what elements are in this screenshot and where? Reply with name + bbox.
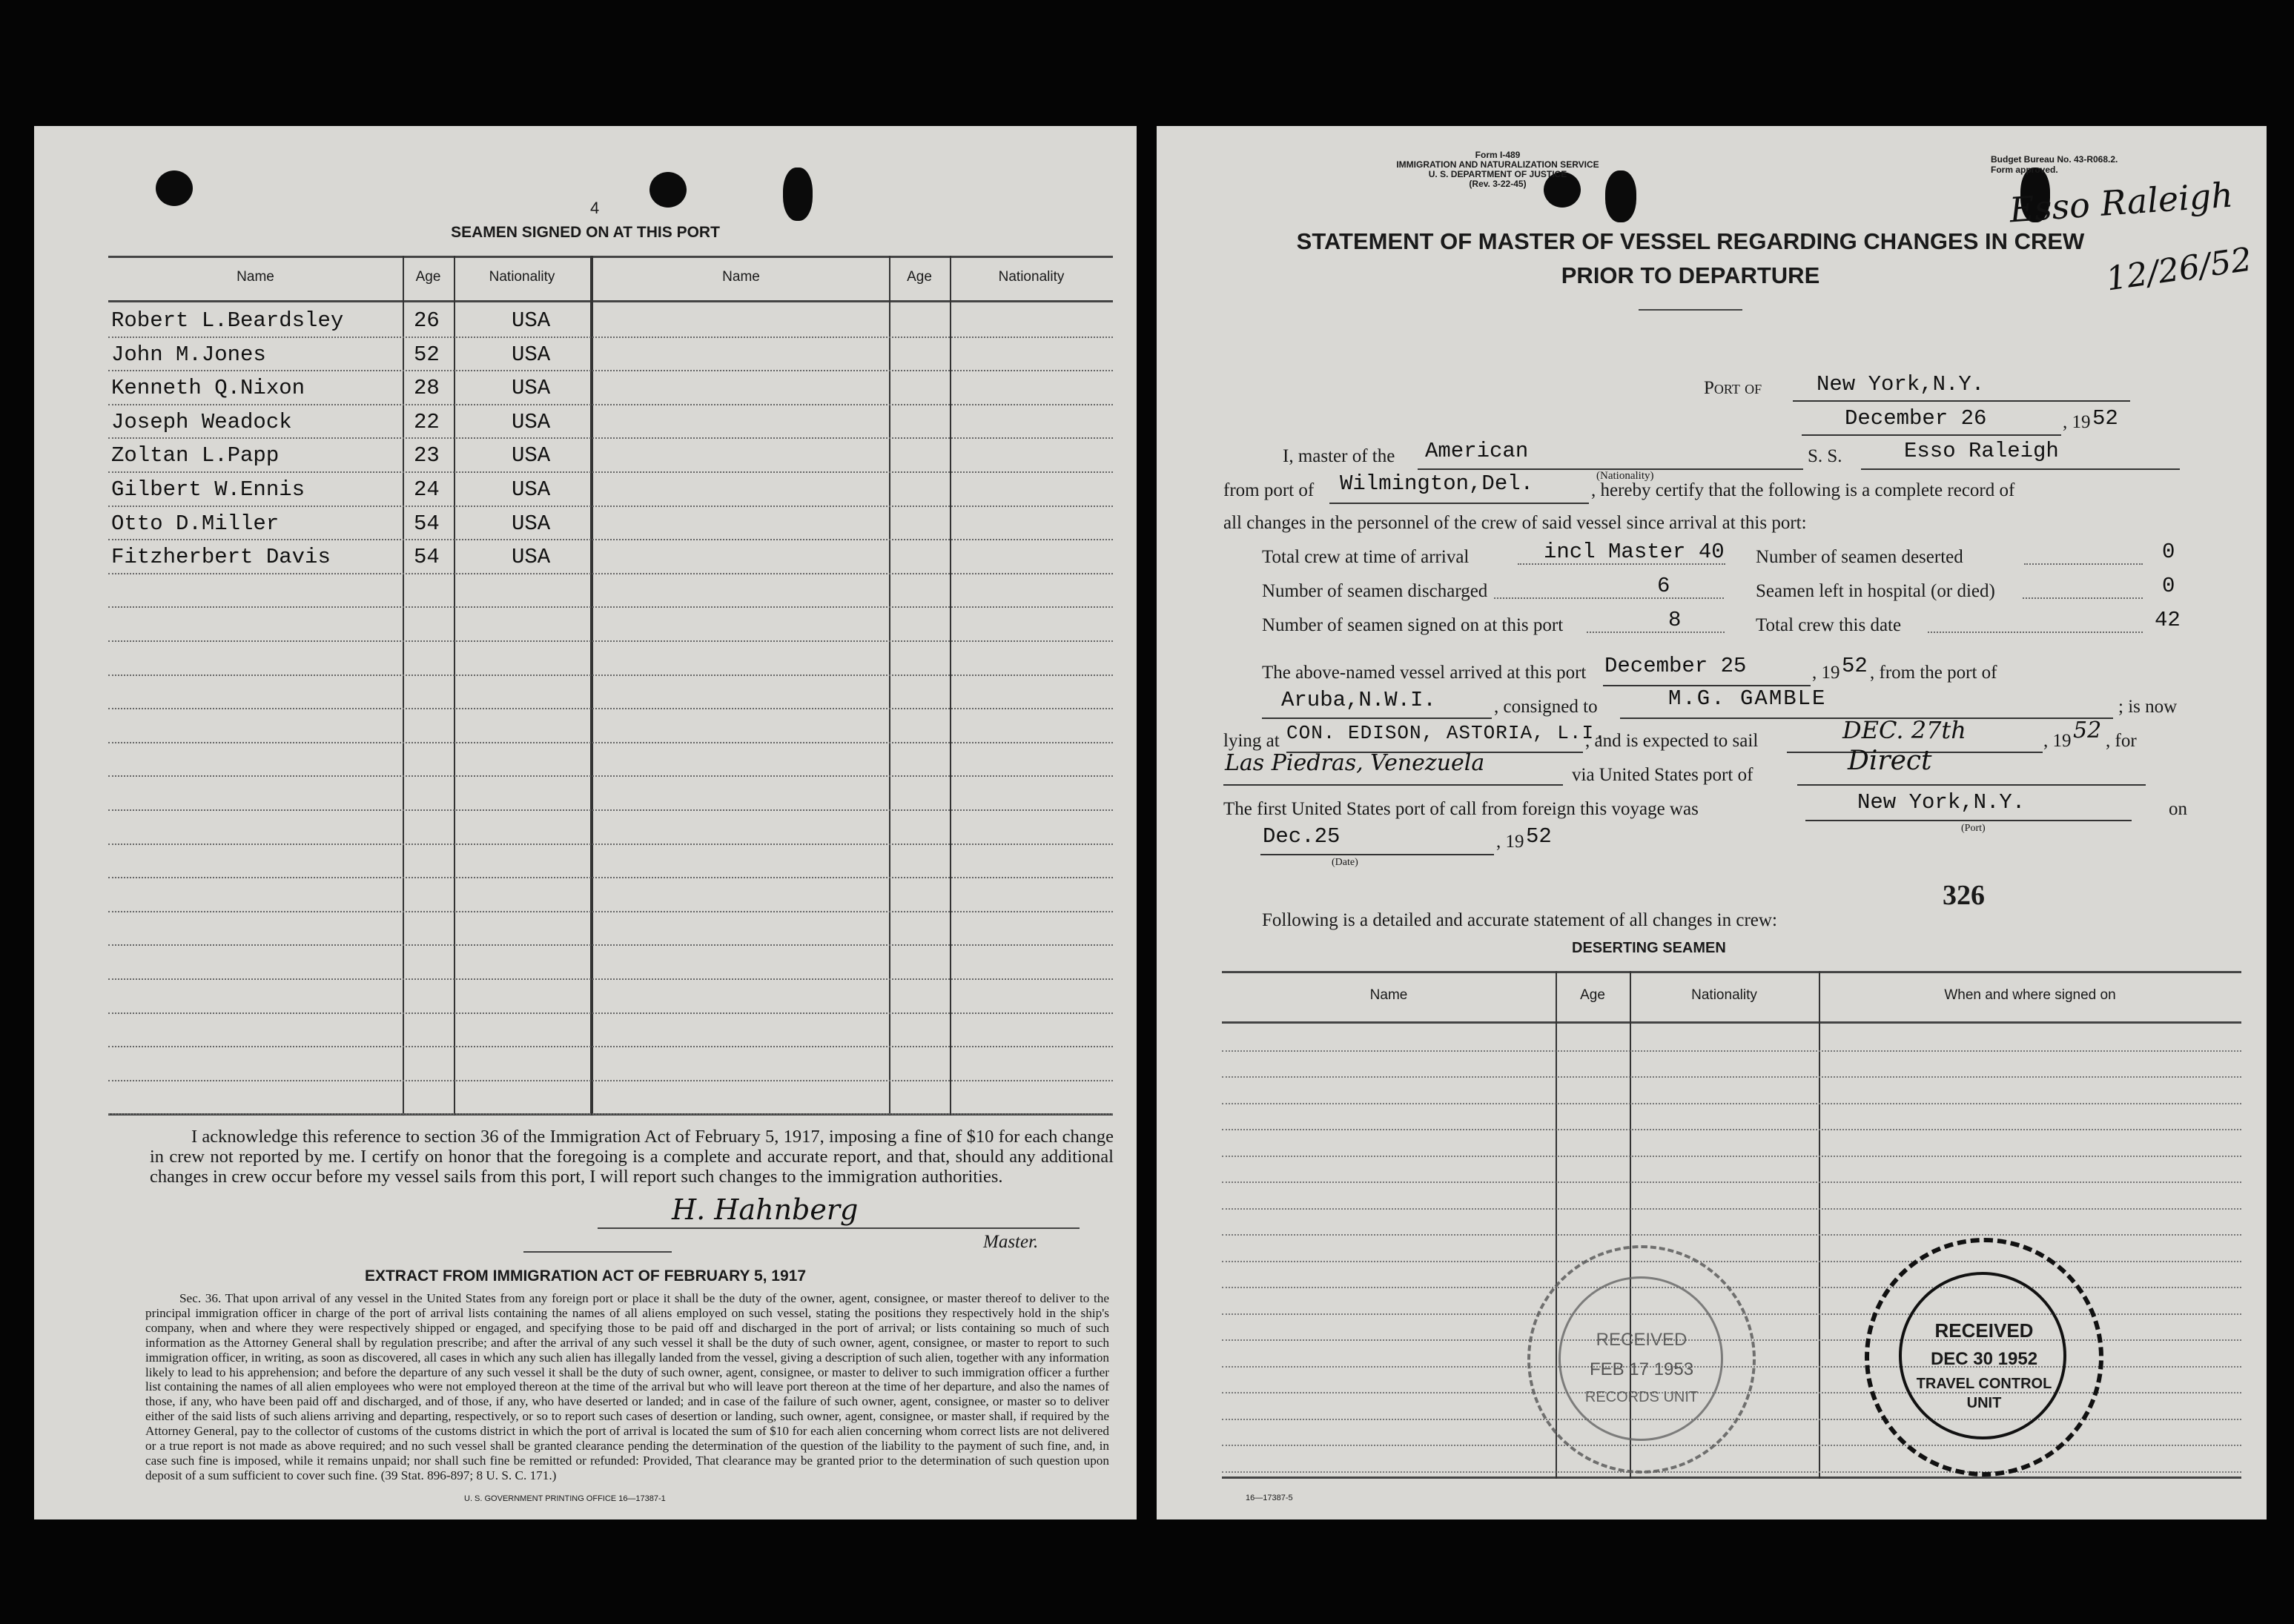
budget-bureau-number: Budget Bureau No. 43-R068.2. (1991, 154, 2118, 165)
master-label: Master. (983, 1232, 1039, 1252)
from-port-label: from port of (1223, 480, 1315, 500)
port-caption: (Port) (1961, 823, 1986, 834)
form-approved: Form approved. (1991, 165, 2058, 175)
on-label: on (2169, 799, 2187, 819)
total-crew-date-value: 42 (2155, 608, 2181, 632)
hospital-label: Seamen left in hospital (or died) (1756, 581, 1995, 601)
nationality-caption: (Nationality) (1596, 470, 1654, 482)
lying-at-value: CON. EDISON, ASTORIA, L.I. (1286, 722, 1607, 744)
seaman-nationality: USA (512, 409, 551, 434)
destination: Las Piedras, Venezuela (1225, 750, 1485, 776)
col-header-name: Name (237, 269, 274, 285)
seaman-age: 22 (414, 409, 440, 434)
date-year-prefix: , 19 (2063, 412, 2091, 432)
seaman-name: Zoltan L.Papp (111, 443, 280, 468)
seaman-nationality: USA (512, 308, 551, 333)
arrived-date: December 25 (1604, 654, 1747, 678)
handwritten-date: 12/26/52 (2103, 240, 2255, 299)
printing-office: U. S. GOVERNMENT PRINTING OFFICE 16—17387-1 (464, 1494, 666, 1503)
first-year-prefix: , 19 (1496, 832, 1524, 852)
seaman-nationality: USA (512, 477, 551, 502)
signed-on-value: 8 (1668, 608, 1682, 632)
is-now-label: ; is now (2118, 697, 2178, 717)
seaman-age: 52 (414, 342, 440, 367)
section-heading: SEAMEN SIGNED ON AT THIS PORT (451, 224, 720, 241)
form-number: Form I-489 (1475, 150, 1521, 160)
seaman-name: John M.Jones (111, 342, 266, 367)
punch-hole (156, 170, 193, 206)
for-label: , for (2106, 731, 2137, 751)
sail-date: DEC. 27th (1842, 716, 1966, 744)
hospital-value: 0 (2162, 574, 2175, 598)
col-header-nationality: Nationality (489, 269, 555, 285)
desert-header-signed-on: When and where signed on (1944, 987, 2116, 1003)
consigned-label: , consigned to (1494, 697, 1598, 717)
first-year: 52 (1526, 824, 1552, 849)
total-crew-date-label: Total crew this date (1756, 615, 1902, 635)
date-value: December 26 (1845, 406, 1987, 431)
form-title-line-1: STATEMENT OF MASTER OF VESSEL REGARDING CHANGES IN CREW (1296, 228, 2085, 254)
left-page (34, 126, 1137, 1519)
travel-control-stamp (1865, 1238, 2103, 1476)
via-label: via United States port of (1572, 765, 1753, 785)
origin-port: Aruba,N.W.I. (1281, 688, 1436, 712)
right-page (1157, 126, 2267, 1519)
punch-hole (649, 172, 687, 208)
form-title-line-2: PRIOR TO DEPARTURE (1561, 262, 1820, 288)
records-unit-stamp (1527, 1245, 1756, 1474)
seaman-name: Kenneth Q.Nixon (111, 376, 305, 401)
arrived-year-prefix: , 19 (1812, 663, 1840, 683)
desert-header-name: Name (1369, 987, 1408, 1003)
stamp-date: FEB 17 1953 (1589, 1359, 1694, 1379)
seaman-age: 54 (414, 545, 440, 570)
stamp-unit: RECORDS UNIT (1584, 1389, 1699, 1405)
certify-text: , hereby certify that the following is a complete record of (1591, 480, 2015, 500)
deserted-label: Number of seamen deserted (1756, 547, 1963, 567)
agency-line: IMMIGRATION AND NATURALIZATION SERVICE (1396, 159, 1599, 170)
seaman-nationality: USA (512, 545, 551, 570)
arrived-year: 52 (1842, 654, 1868, 678)
deserting-seamen-heading: DESERTING SEAMEN (1572, 940, 1726, 956)
sail-year: 52 (2073, 717, 2102, 743)
seaman-age: 28 (414, 376, 440, 401)
seaman-name: Joseph Weadock (111, 409, 292, 434)
discharged-value: 6 (1657, 574, 1670, 598)
discharged-label: Number of seamen discharged (1262, 581, 1488, 601)
page-number: 4 (590, 199, 600, 217)
port-of-label: Port of (1704, 378, 1762, 398)
footer-code: 16—17387-5 (1246, 1494, 1293, 1502)
seaman-nationality: USA (512, 376, 551, 401)
sail-year-prefix: , 19 (2043, 731, 2072, 751)
desert-header-age: Age (1580, 987, 1605, 1003)
via-port: Direct (1848, 746, 1932, 776)
col-header-age-2: Age (907, 269, 932, 285)
budget-block (1991, 154, 2118, 175)
stamp-unit-2: UNIT (1966, 1395, 2002, 1411)
seaman-age: 24 (414, 477, 440, 502)
col-header-age: Age (415, 269, 441, 285)
seamen-table (108, 256, 1113, 1116)
date-year: 52 (2092, 406, 2118, 431)
signed-on-label: Number of seamen signed on at this port (1262, 615, 1564, 635)
seaman-name: Fitzherbert Davis (111, 545, 331, 570)
seaman-age: 26 (414, 308, 440, 333)
date-caption: (Date) (1332, 857, 1358, 868)
consignee: M.G. GAMBLE (1668, 686, 1827, 711)
seaman-nationality: USA (512, 511, 551, 536)
extract-title: EXTRACT FROM IMMIGRATION ACT OF FEBRUARY 5, 1917 (364, 1267, 807, 1285)
total-crew-arrival-label: Total crew at time of arrival (1262, 547, 1470, 567)
deserted-value: 0 (2162, 540, 2175, 564)
seaman-nationality: USA (512, 342, 551, 367)
handwritten-vessel-name: Esso Raleigh (2008, 174, 2235, 231)
port-value: New York,N.Y. (1817, 372, 1985, 397)
punch-hole (783, 168, 813, 221)
stamp-unit: TRAVEL CONTROL (1916, 1376, 2052, 1392)
agency-line: U. S. DEPARTMENT OF JUSTICE (1428, 169, 1567, 179)
all-changes-text: all changes in the personnel of the crew of said vessel since arrival at this port: (1223, 513, 1807, 533)
agency-block (1349, 150, 1646, 189)
col-header-name-2: Name (722, 269, 760, 285)
seaman-age: 23 (414, 443, 440, 468)
total-crew-arrival-value: incl Master 40 (1544, 540, 1725, 564)
vessel-name: Esso Raleigh (1904, 439, 2059, 463)
seaman-age: 54 (414, 511, 440, 536)
ss-label: S. S. (1808, 446, 1842, 466)
first-port-label: The first United States port of call from foreign this voyage was (1223, 799, 1699, 819)
master-signature: H. Hahnberg (672, 1193, 859, 1226)
from-the-port-label: , from the port of (1870, 663, 1997, 683)
seaman-name: Gilbert W.Ennis (111, 477, 305, 502)
from-port-value: Wilmington,Del. (1340, 471, 1534, 496)
agency-line: (Rev. 3-22-45) (1469, 179, 1527, 189)
nationality-value: American (1425, 439, 1529, 463)
seaman-name: Robert L.Beardsley (111, 308, 344, 333)
following-text: Following is a detailed and accurate statement of all changes in crew: (1262, 910, 1777, 930)
col-header-nationality-2: Nationality (998, 269, 1065, 285)
seaman-name: Otto D.Miller (111, 511, 280, 536)
first-date-value: Dec.25 (1263, 824, 1341, 849)
seaman-nationality: USA (512, 443, 551, 468)
arrived-label: The above-named vessel arrived at this port (1262, 663, 1587, 683)
expected-label: , and is expected to sail (1585, 731, 1759, 751)
first-port-value: New York,N.Y. (1857, 790, 2026, 815)
extract-text: Sec. 36. That upon arrival of any vessel in the United States from any foreign port or place it shall be the duty of the owner, agent, consignee, or master thereof to deliver to the principal immigration officer in charge of the port of arrival lists containing the names of all aliens employed on such vessel, stating the positions they respectively hold in the ship's company, when and where they were respectively shipped or engaged, and specifying those to be paid off and discharged in the port of arrival; or lists containing so much of such information as the Attorney General shall by regulation prescribe; and after the arrival of any such vessel it shall be the duty of such owner, agent, consignee, or master to report to such immigration officer, in writing, as soon as discovered, all cases in which any such alien has illegally landed from the vessel, giving a description of such alien, together with any information likely to lead to his apprehension; and before the departure of any such vessel it shall be the duty of such owner, agent, consignee, or master to deliver to such immigration officer a further list containing the names of all alien employees who were not employed thereon at the time of the arrival but who will leave port thereon at the time of her departure, and also the names of those, if any, who have been paid off and discharged, and of those, if any, who have deserted or landed; and in case of the failure of such owner, agent, consignee, or master so to deliver either of the said lists of such aliens arriving and departing, respectively, or so to report such cases of desertion or landing, such owner, agent, consignee, or master shall, if required by the Attorney General, pay to the collector of customs of the customs district in which the port of arrival is located the sum of $10 for each alien concerning whom correct lists are not delivered or a true report is not made as above required; and no such vessel shall be granted clearance pending the determination of the question of the liability to the payment of such fine, and, in case such fine is imposed, while it remains unpaid; nor shall such fine be remitted or refunded: Provided, That clearance may be granted prior to the determination of such question upon deposit of a sum sufficient to cover such fine. (39 Stat. 896-897; 8 U. S. C. 171.) (145, 1291, 1109, 1482)
lying-at-label: lying at (1223, 731, 1280, 751)
stamp-received: RECEIVED (1934, 1319, 2034, 1342)
master-of-label: I, master of the (1283, 446, 1395, 466)
acknowledgement-text: I acknowledge this reference to section 36 of the Immigration Act of February 5, 1917, imposing a fine of $10 for each change in crew not reported by me. I certify on honor that the foregoing is a complete and accurate report, and that, should any additional changes in crew occur before my vessel sails from this port, I will report such changes to the immigration authorities. (150, 1127, 1114, 1187)
stamp-received: RECEIVED (1596, 1330, 1688, 1350)
stamp-date: DEC 30 1952 (1930, 1349, 2038, 1369)
serial-number: 326 (1943, 880, 1985, 911)
desert-header-nationality: Nationality (1691, 987, 1757, 1003)
